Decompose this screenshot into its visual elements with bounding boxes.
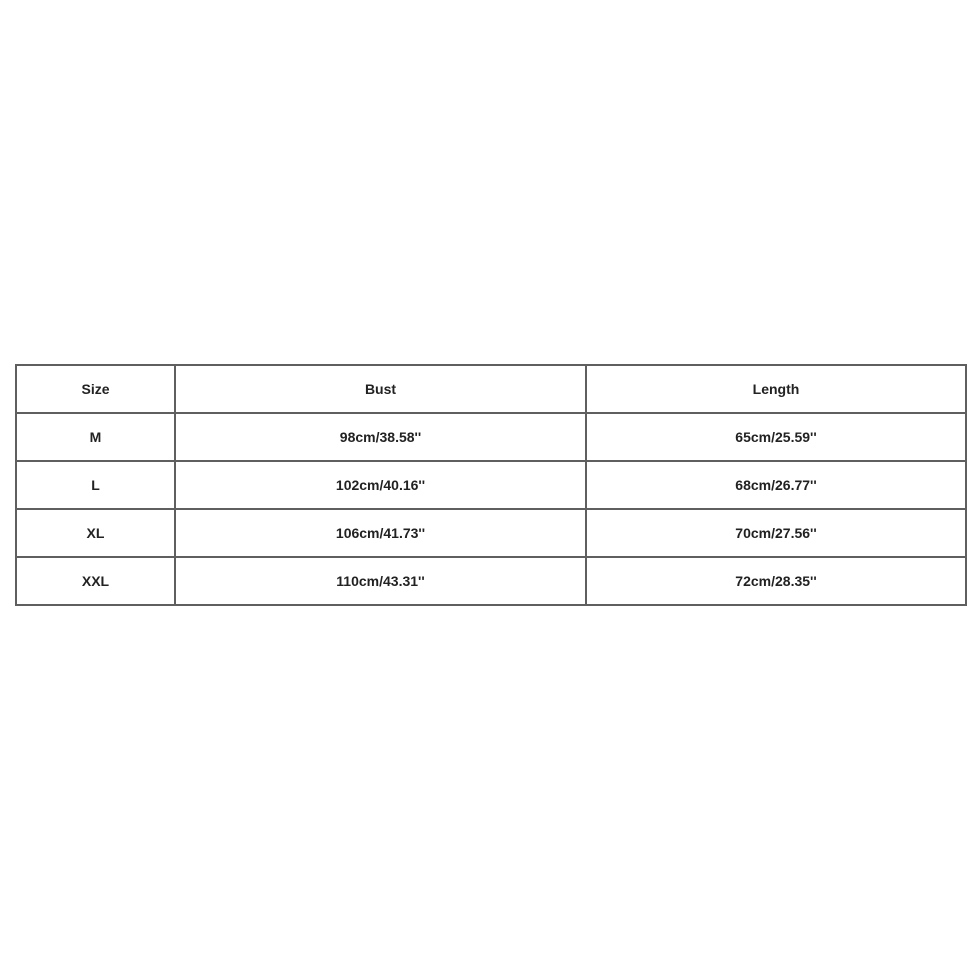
header-size: Size (16, 365, 175, 413)
cell-size: M (16, 413, 175, 461)
cell-size: XXL (16, 557, 175, 605)
table-row (16, 509, 966, 557)
size-chart-table (15, 364, 967, 606)
cell-size: L (16, 461, 175, 509)
table-row (16, 413, 966, 461)
table-row (16, 557, 966, 605)
cell-bust: 110cm/43.31'' (175, 557, 586, 605)
table-row (16, 461, 966, 509)
cell-length: 65cm/25.59'' (586, 413, 966, 461)
table-header-row (16, 365, 966, 413)
cell-length: 72cm/28.35'' (586, 557, 966, 605)
cell-bust: 102cm/40.16'' (175, 461, 586, 509)
cell-length: 70cm/27.56'' (586, 509, 966, 557)
header-length: Length (586, 365, 966, 413)
cell-bust: 106cm/41.73'' (175, 509, 586, 557)
cell-bust: 98cm/38.58'' (175, 413, 586, 461)
header-bust: Bust (175, 365, 586, 413)
cell-size: XL (16, 509, 175, 557)
cell-length: 68cm/26.77'' (586, 461, 966, 509)
